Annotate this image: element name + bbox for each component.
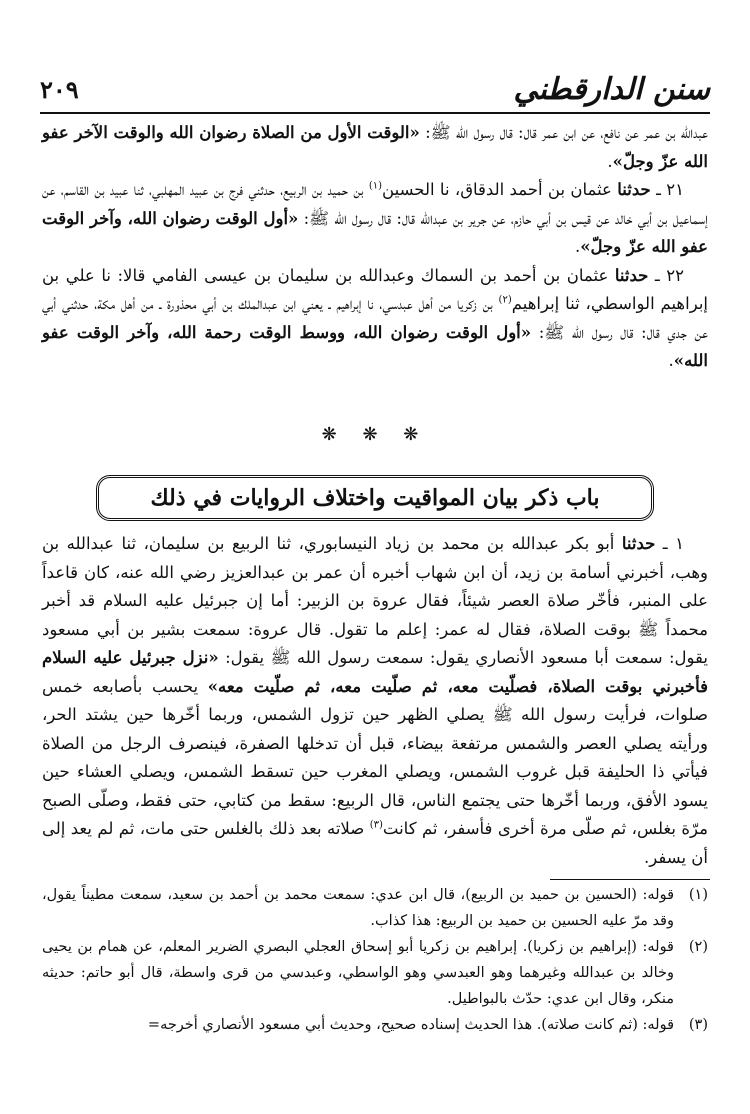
footnote-text: قوله: (الحسين بن حميد بن الربيع)، قال ابن عدي: سمعت محمد بن أحمد بن سعيد، سمعت مطيناً يقول، وقد مرّ عليه الحسين بن حميد بن الربيع: هذا كذاب. [42,887,674,929]
narration-text: عثمان بن أحمد بن السماك وعبدالله بن سليمان بن عيسى الفامي قالا: نا علي بن إبراهيم الواسطي، ثنا إبراهيم [42,265,708,313]
hadith-number: ٢٢ ـ [648,265,685,285]
hadith-number: ١ ـ [655,534,684,553]
footnote-rule [550,879,710,880]
narration-text: يحسب بأصابعه خمس صلوات، فرأيت رسول الله ﷺ يصلي الظهر حين تزول الشمس، وربما أخّرها حين يشتد الحر، ورأيته يصلي العصر والشمس مرتفعة بيضاء، قبل أن تدخلها الصفرة، فينصرف الرجل من الصلاة فيأتي ذا الحليفة قبل غروب الشمس، ويصلي المغرب حين تسقط الشمس، ويصلي العشاء حين يسود الأفق، وربما أخّرها حتى يجتمع الناس، قال الربيع: سقط من كتابي، حتى فقط، وصلّى الصبح مرّة بغلس، ثم صلّى مرة أخرى فأسفر، ثم كانت [42,676,708,838]
chapter-title: باب ذكر بيان المواقيت واختلاف الروايات في ذلك [150,485,600,511]
hadith-continuation [42,119,708,176]
hadith-1 [42,530,708,872]
haddathana-keyword: حدثنا [621,534,656,553]
footnote-ref-3[interactable]: (٣) [369,819,383,831]
hadith-quote: «أول الوقت رضوان الله، ووسط الوقت رحمة الله، وآخر الوقت عفو الله» [42,322,708,370]
chapter-heading-box [96,475,654,521]
hadith-quote: «الوقت الأول من الصلاة رضوان الله والوقت الآخر عفو الله عزّ وجلّ» [42,123,708,171]
footnote-number: (٣) [688,1017,708,1033]
footnote-text: قوله: (ثم كانت صلاته). هذا الحديث إسناده صحيح، وحديث أبي مسعود الأنصاري أخرجه= [147,1017,674,1033]
punctuation: . [668,351,674,370]
hadith-number: ٢١ ـ [650,180,684,199]
footnote-item [42,934,708,1012]
narration-text: صلاته بعد ذلك بالغلس حتى مات، ثم لم يعد إلى أن يسفر. [42,819,708,867]
hadith-quote: «أول الوقت رضوان الله، وآخر الوقت عفو الله عزّ وجلّ» [42,208,708,256]
hadith-block-top [42,119,708,376]
hadith-21 [42,176,708,262]
running-header [40,70,710,110]
narration-text: بن حميد بن الربيع، حدثني فرج بن عبيد المهلبي، ثنا عبيد بن القاسم، عن إسماعيل بن أبي خالد عن قيس بن أبي حازم، عن جرير بن عبدالله قال: قال رسول الله ﷺ: [42,180,708,228]
hadith-block-chapter [42,530,708,872]
hadith-quote: «نزل جبرئيل عليه السلام فأخبرني بوقت الصلاة، فصلّيت معه، ثم صلّيت معه، ثم صلّيت معه» [42,648,708,696]
footnote-ref-1[interactable]: (١) [368,180,383,192]
hadith-22 [42,262,708,376]
narration-text: عثمان بن أحمد الدقاق، نا الحسين [382,180,618,199]
book-title: سنن الدارقطني [513,72,710,107]
footnotes [42,882,708,1038]
section-divider-stars: ❋ ❋ ❋ [321,424,429,445]
narration-text: بن زكريا من أهل عبدسي، نا إبراهيم ـ يعني ابن عبدالملك بن أبي محذورة ـ من أهل مكة، حدثني أبي عن جدي قال: قال رسول الله ﷺ: [42,294,708,342]
header-rule [40,112,710,114]
footnote-number: (١) [688,887,708,903]
footnote-item [42,882,708,934]
haddathana-keyword: حدثنا [614,265,649,285]
footnote-ref-2[interactable]: (٢) [498,294,512,306]
footnote-item [42,1012,708,1038]
narration-text: عبدالله بن عمر عن نافع، عن ابن عمر قال: قال رسول الله ﷺ: [419,123,708,142]
punctuation: . [574,237,581,256]
punctuation: . [607,151,613,171]
narration-text: أبو بكر عبدالله بن محمد بن زياد النيسابوري، ثنا الربيع بن سليمان، ثنا عبدالله بن وهب، أخبرني أسامة بن زيد، أن ابن شهاب أخبره أن عمر بن عبدالعزيز رضي الله عنه، كان قاعداً على المنبر، فأخّر صلاة العصر شيئاً، فقال عروة بن الزبير: أما إن جبرئيل عليه السلام قد أخبر محمداً ﷺ بوقت الصلاة، فقال له عمر: إعلم ما تقول. قال عروة: سمعت بشير بن أبي مسعود يقول: سمعت أبا مسعود الأنصاري يقول: سمعت رسول الله ﷺ يقول: [42,534,708,667]
page-number: ٢٠٩ [40,75,79,104]
footnote-number: (٢) [688,939,708,955]
haddathana-keyword: حدثنا [617,180,651,199]
footnote-text: قوله: (إبراهيم بن زكريا). إبراهيم بن زكريا أبو إسحاق العجلي البصري الضرير المعلم، عن همام بن يحيى وخالد بن عبدالله وغيرهما وهو العبدسي وهو الواسطي، وعبدسي من قرى واسطة، قال أبو حاتم: حديثه منكر، وقال ابن عدي: حدّث بالبواطيل. [42,939,674,1007]
